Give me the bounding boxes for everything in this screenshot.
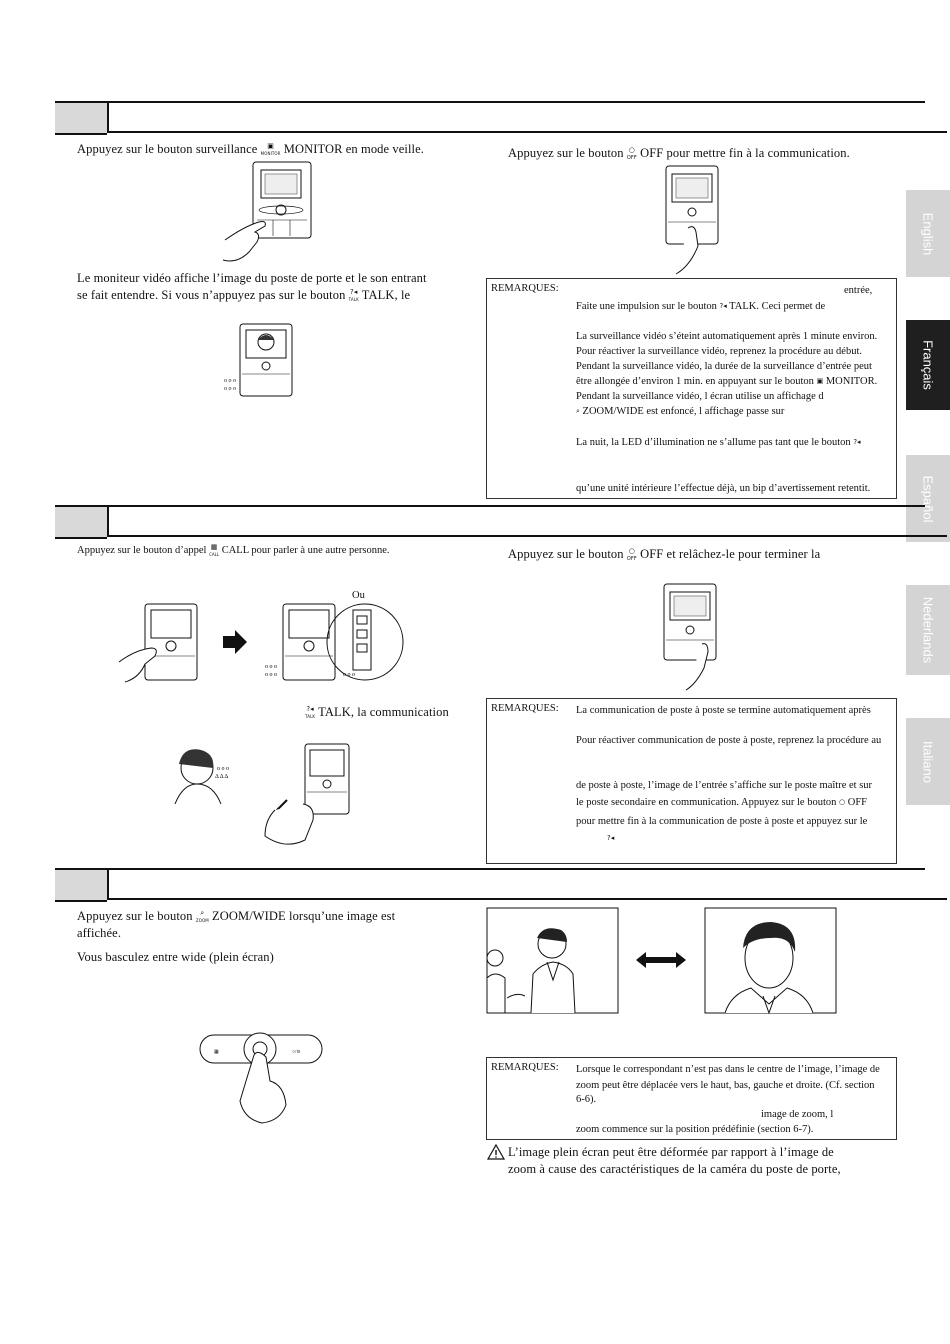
tab-nederlands[interactable]: Nederlands [906,585,950,675]
tab-francais[interactable]: Français [906,320,950,410]
call-icon: ▦ CALL [209,542,220,557]
intercom-device-illustration [215,160,315,270]
talk-icon: ?◂ [607,834,615,843]
off-icon: ○ OFF [626,145,637,161]
svg-text:o o o: o o o [343,672,355,678]
warning-text: L’image plein écran peut être déformée par rapport à l’image de zoom à cause des caractéristiques de la caméra du poste de porte, [508,1145,841,1176]
wide-image-illustration [487,908,619,1014]
svg-text:Δ Δ Δ: Δ Δ Δ [215,774,229,780]
notes-box-1: REMARQUES: entrée, Faite une impulsion sur le bouton ?◂ TALK. Ceci permet de La surveillance vidéo s’éteint automatiquement après 1 minute environ. Pour réactiver la surveillance vidéo, reprenez la procédure au début. Pendant la surveillance vidéo, la durée de la surveillance d’entrée peut être allongée d’environ 1 min. en appuyant sur le bouton ▣ MONITOR. Pendant la surveillance vidéo, l écran utilise un affichage d ⌕ ZOOM/WIDE est enfoncé, l affichage passe sur La nuit, la LED d’illumination ne s’allume pas tant que le bouton ?◂ qu’une unité intérieure l’effectue déjà, un bip d’avertissement retentit. [486,278,897,499]
zoom-icon: ⌕ ZOOM [195,909,209,924]
zoom-button-illustration [200,1025,330,1125]
svg-text:o o o: o o o [224,386,236,392]
notes-box-2: REMARQUES: La communication de poste à poste se termine automatiquement après Pour réactiver communication de poste à poste, reprenez la procédure au de poste à poste, l’image de l’entrée s’affiche sur le poste maître et sur le poste secondaire en communication. Appuyez sur le bouton ○ OFF pour mettre fin à la communication de poste à poste et appuyez sur le ?◂ [486,698,897,864]
off-icon: ○ [839,798,846,807]
double-arrow-icon [636,950,686,970]
tab-italiano[interactable]: Italiano [906,718,950,805]
intercom-off-illustration-2 [658,584,728,694]
tab-english[interactable]: English [906,190,950,277]
section1-paragraph: Le moniteur vidéo affiche l’image du poste de porte et le son entrant se fait entendre. Si vous n’appuyez pas sur le bouton ?◂ TALK TALK, le [77,271,427,303]
talk-icon: ?◂ [853,438,861,447]
monitor-icon: ▣ MONITOR [260,142,281,157]
section2-step-off: Appuyez sur le bouton ○ OFF OFF et relâchez-le pour terminer la [508,546,821,562]
talk-icon: ?◂ [719,302,727,311]
section2-talk-text: ?◂ TALK TALK, la communication [305,705,449,720]
svg-text:▦: ▦ [214,1050,219,1055]
intercom-off-illustration [660,166,730,276]
section1-step-off: Appuyez sur le bouton ○ OFF OFF pour mettre fin à la communication. [508,145,850,161]
svg-text:o o o: o o o [217,766,229,772]
section2-step-call: Appuyez sur le bouton d’appel ▦ CALL CALL pour parler à une autre personne. [77,542,390,557]
svg-text:o o o: o o o [265,664,277,670]
section-1-header [55,101,895,133]
svg-text:o o o: o o o [224,378,236,384]
tab-espanol[interactable]: Español [906,455,950,542]
talk-icon: ?◂ TALK [305,705,316,720]
person-talking-illustration [165,740,365,850]
section3-step-zoom: Appuyez sur le bouton ⌕ ZOOM ZOOM/WIDE lorsqu’une image est affichée. Vous basculez entre wide (plein écran) [77,909,396,964]
section-3-header [55,868,895,900]
section-2-header [55,505,895,537]
svg-text:o o o: o o o [265,672,277,678]
ou-label: Ou [352,590,365,601]
zoom-image-illustration [705,908,837,1014]
svg-text:○/⊙: ○/⊙ [292,1050,301,1055]
warning-icon [487,1144,505,1160]
talk-icon: ?◂ TALK [348,288,359,303]
call-sequence-illustration [115,598,405,698]
intercom-monitor-face-illustration [220,322,300,402]
section1-step-monitor: Appuyez sur le bouton surveillance ▣ MONITOR MONITOR en mode veille. [77,142,424,157]
monitor-icon: ▣ [816,377,824,386]
notes-box-3: REMARQUES: Lorsque le correspondant n’est pas dans le centre de l’image, l’image de zoom peut être déplacée vers le haut, bas, gauche et droite. (Cf. section 6-6). image de zoom, l zoom commence sur la position prédéfinie (section 6-7). [486,1057,897,1140]
off-icon: ○ OFF [626,546,637,562]
zoom-icon: ⌕ [576,407,580,416]
